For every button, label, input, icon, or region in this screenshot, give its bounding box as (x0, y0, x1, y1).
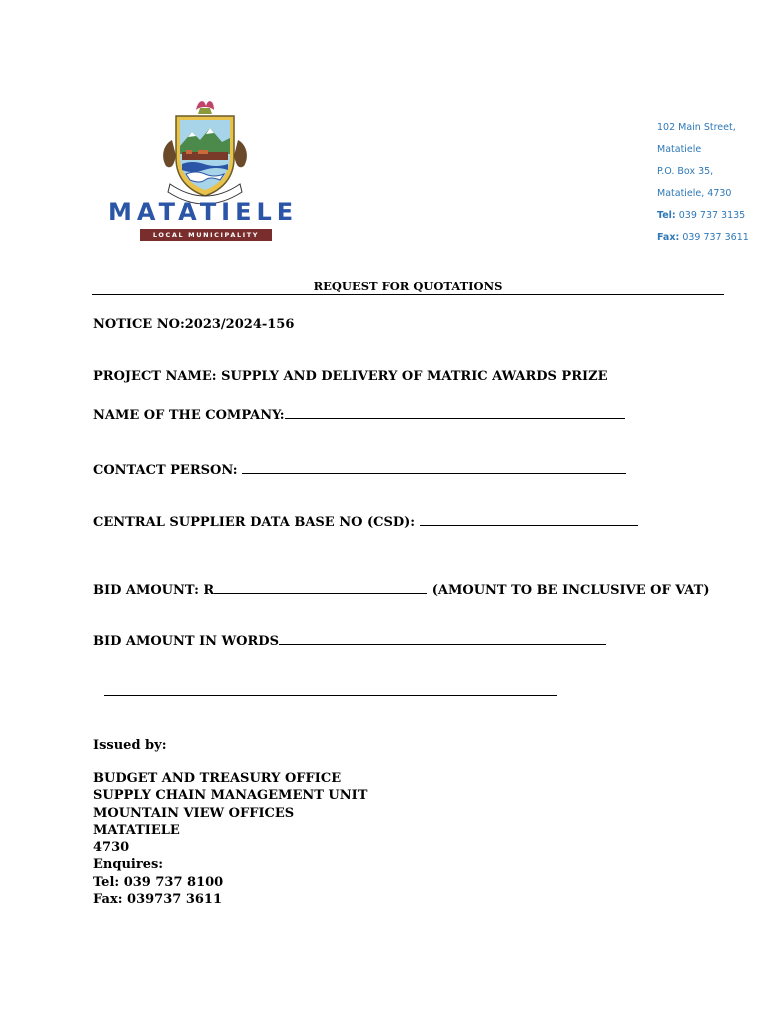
contact-person-field (93, 461, 626, 478)
bid-amount-label: BID AMOUNT: R (93, 583, 215, 598)
company-name-blank[interactable] (285, 406, 625, 419)
issuer-line: MOUNTAIN VIEW OFFICES (93, 805, 295, 821)
issuer-line: BUDGET AND TREASURY OFFICE (93, 771, 342, 786)
bid-words-continuation-blank[interactable] (104, 695, 557, 696)
company-name-label: NAME OF THE COMPANY: (93, 408, 285, 423)
protea-flower-icon (196, 101, 214, 114)
bid-words-label: BID AMOUNT IN WORDS (93, 634, 279, 649)
bid-words-blank[interactable] (279, 632, 606, 645)
issuer-line: MATATIELE (93, 822, 180, 838)
issuer-line: Fax: 039737 3611 (93, 892, 222, 908)
contact-person-label: CONTACT PERSON: (93, 463, 243, 478)
address-fax (657, 232, 749, 243)
title-rule (92, 294, 724, 295)
issuer-line: Enquires: (93, 857, 164, 873)
bid-amount-field (93, 581, 710, 598)
fax-label: Fax: (657, 232, 680, 243)
issuer-line: Tel: 039 737 8100 (93, 874, 224, 890)
issuer-block (93, 770, 367, 908)
bid-amount-note: (AMOUNT TO BE INCLUSIVE OF VAT) (427, 583, 710, 598)
tel-value: 039 737 3135 (678, 210, 746, 221)
csd-blank[interactable] (420, 513, 638, 526)
fax-value: 039 737 3611 (682, 232, 749, 243)
contact-person-blank[interactable] (242, 461, 626, 474)
bid-words-field (93, 632, 606, 649)
bid-amount-blank[interactable] (214, 581, 427, 594)
csd-field (93, 513, 638, 530)
issued-by-label: Issued by: (93, 738, 167, 753)
issuer-line: SUPPLY CHAIN MANAGEMENT UNIT (93, 788, 368, 804)
brand-name: MATATIELE (108, 198, 299, 226)
issuer-line: 4730 (93, 840, 130, 856)
notice-number: NOTICE NO:2023/2024-156 (93, 317, 295, 332)
address-postal: Matatiele, 4730 (657, 188, 732, 199)
address-town: Matatiele (657, 144, 702, 155)
document-title: REQUEST FOR QUOTATIONS (313, 279, 503, 293)
address-street: 102 Main Street, (657, 122, 736, 133)
address-pobox: P.O. Box 35, (657, 166, 714, 177)
brand-subtitle-band: LOCAL MUNICIPALITY (140, 229, 272, 241)
project-name: PROJECT NAME: SUPPLY AND DELIVERY OF MATRIC AWARDS PRIZE (93, 369, 608, 384)
tel-label: Tel: (657, 210, 676, 221)
address-tel (657, 210, 745, 221)
company-name-field (93, 406, 625, 423)
csd-label: CENTRAL SUPPLIER DATA BASE NO (CSD): (93, 515, 420, 530)
